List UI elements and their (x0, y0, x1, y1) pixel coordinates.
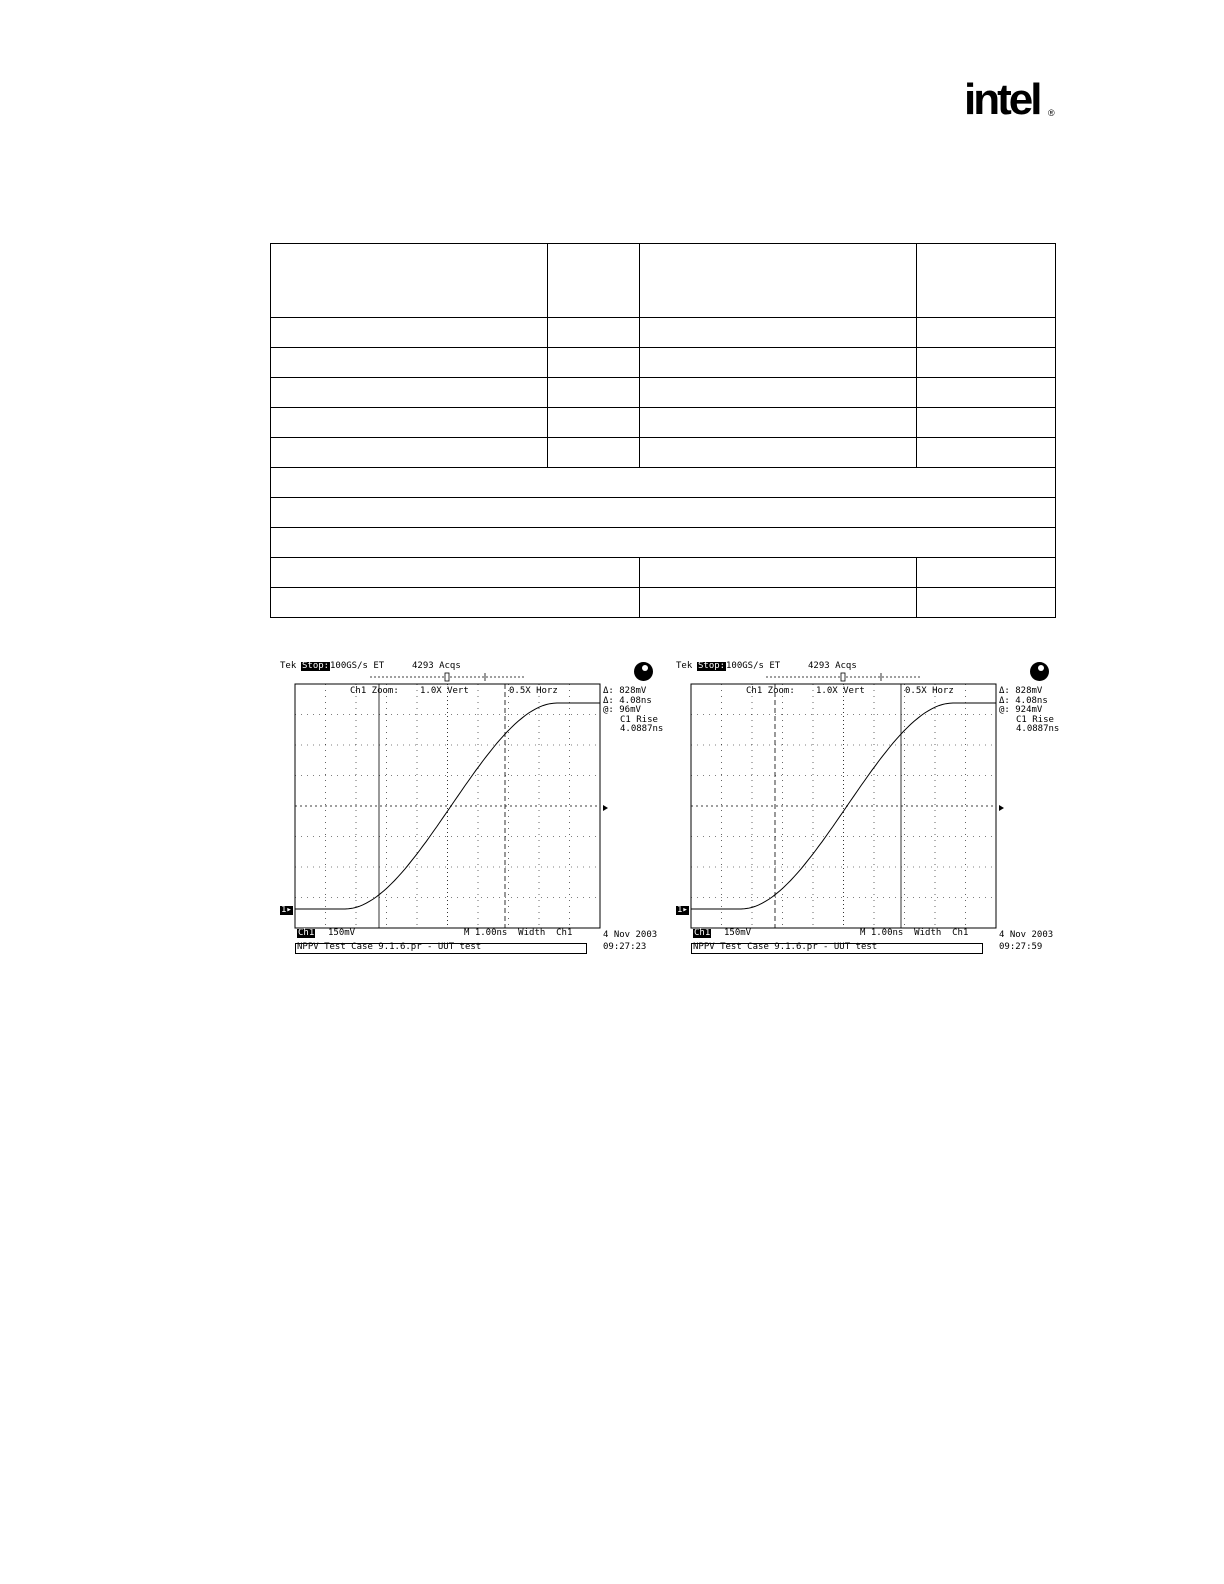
table-row (271, 468, 1056, 498)
table-row (271, 558, 1056, 588)
measurement-readout-2: @: 96mV (603, 705, 641, 715)
scope-brand: Tek (676, 661, 693, 671)
trigger-level-arrow (999, 805, 1004, 811)
vertical-scale: 150mV (724, 928, 752, 938)
vertical-zoom: 1.0X Vert (420, 686, 469, 696)
measurement-readout-3: C1 Rise (620, 714, 658, 725)
table-cell (548, 244, 640, 318)
registered-mark: ® (1048, 108, 1055, 118)
table-row (271, 438, 1056, 468)
table-cell (271, 348, 548, 378)
logo-text: intel (964, 75, 1040, 124)
table-cell (917, 378, 1056, 408)
acquisition-status-icon (1030, 662, 1049, 681)
table-cell (548, 408, 640, 438)
capture-time: 09:27:59 (999, 942, 1043, 952)
table-cell (548, 318, 640, 348)
acquisition-count: 4293 Acqs (412, 661, 461, 671)
table-cell (917, 318, 1056, 348)
trigger-position-marker (445, 673, 449, 681)
trigger-level-arrow (603, 805, 608, 811)
zoom-label: Ch1 Zoom: (350, 686, 399, 696)
acquisition-count: 4293 Acqs (808, 661, 857, 671)
zoom-label: Ch1 Zoom: (746, 686, 795, 696)
acquisition-status-icon (634, 662, 653, 681)
table-cell (640, 378, 917, 408)
table-row (271, 498, 1056, 528)
capture-caption: NPPV Test Case 9.1.6.pr - UUT test (693, 942, 878, 952)
measurement-readout-0: Δ: 828mV (999, 686, 1043, 696)
capture-caption: NPPV Test Case 9.1.6.pr - UUT test (297, 942, 482, 952)
horizontal-zoom: 0.5X Horz (509, 686, 558, 696)
measurement-readout-4: 4.0887ns (620, 724, 664, 734)
vertical-zoom: 1.0X Vert (816, 686, 865, 696)
table-cell (271, 318, 548, 348)
table-cell (548, 378, 640, 408)
capture-time: 09:27:23 (603, 942, 647, 952)
table-cell (271, 588, 640, 618)
vertical-scale: 150mV (328, 928, 356, 938)
table-cell (271, 558, 640, 588)
table-cell (271, 378, 548, 408)
table-cell (271, 438, 548, 468)
horizontal-zoom: 0.5X Horz (905, 686, 954, 696)
table-row (271, 528, 1056, 558)
measurement-readout-4: 4.0887ns (1016, 724, 1060, 734)
acquisition-state: Stop: (698, 661, 726, 671)
measurement-readout-2: @: 924mV (999, 705, 1043, 715)
table-cell (640, 588, 917, 618)
table-cell (917, 438, 1056, 468)
spec-table (270, 243, 1056, 618)
table-cell (640, 408, 917, 438)
sample-rate: 100GS/s ET (726, 661, 781, 671)
table-cell (271, 528, 1056, 558)
table-cell (917, 588, 1056, 618)
timebase-readout: M 1.00ns Width Ch1 (464, 928, 573, 938)
table-cell (640, 244, 917, 318)
measurement-readout-1: Δ: 4.08ns (999, 695, 1048, 706)
trigger-position-marker (841, 673, 845, 681)
capture-date: 4 Nov 2003 (603, 930, 658, 940)
table-row (271, 588, 1056, 618)
intel-logo (964, 75, 1064, 130)
table-row (271, 318, 1056, 348)
table-row (271, 348, 1056, 378)
table-cell (917, 408, 1056, 438)
measurement-readout-0: Δ: 828mV (603, 686, 647, 696)
table-cell (271, 498, 1056, 528)
table-row (271, 408, 1056, 438)
measurement-readout-3: C1 Rise (1016, 714, 1054, 725)
sample-rate: 100GS/s ET (330, 661, 385, 671)
table-cell (640, 348, 917, 378)
acquisition-state: Stop: (302, 661, 330, 671)
table-cell (917, 244, 1056, 318)
table-cell (548, 348, 640, 378)
table-row (271, 378, 1056, 408)
table-cell (271, 408, 548, 438)
table-header-row (271, 244, 1056, 318)
channel-label: Ch1 (694, 928, 711, 938)
table-cell (548, 438, 640, 468)
timebase-readout: M 1.00ns Width Ch1 (860, 928, 969, 938)
table-cell (271, 468, 1056, 498)
table-cell (271, 244, 548, 318)
oscilloscope-capture-left (280, 656, 664, 956)
table-cell (640, 318, 917, 348)
channel-label: Ch1 (298, 928, 315, 938)
measurement-readout-1: Δ: 4.08ns (603, 695, 652, 706)
channel-ground-marker: 1▸ (281, 905, 292, 915)
channel-ground-marker: 1▸ (677, 905, 688, 915)
oscilloscope-capture-right (676, 656, 1060, 956)
table-cell (640, 438, 917, 468)
table-cell (640, 558, 917, 588)
table-cell (917, 558, 1056, 588)
capture-date: 4 Nov 2003 (999, 930, 1054, 940)
scope-brand: Tek (280, 661, 297, 671)
table-cell (917, 348, 1056, 378)
